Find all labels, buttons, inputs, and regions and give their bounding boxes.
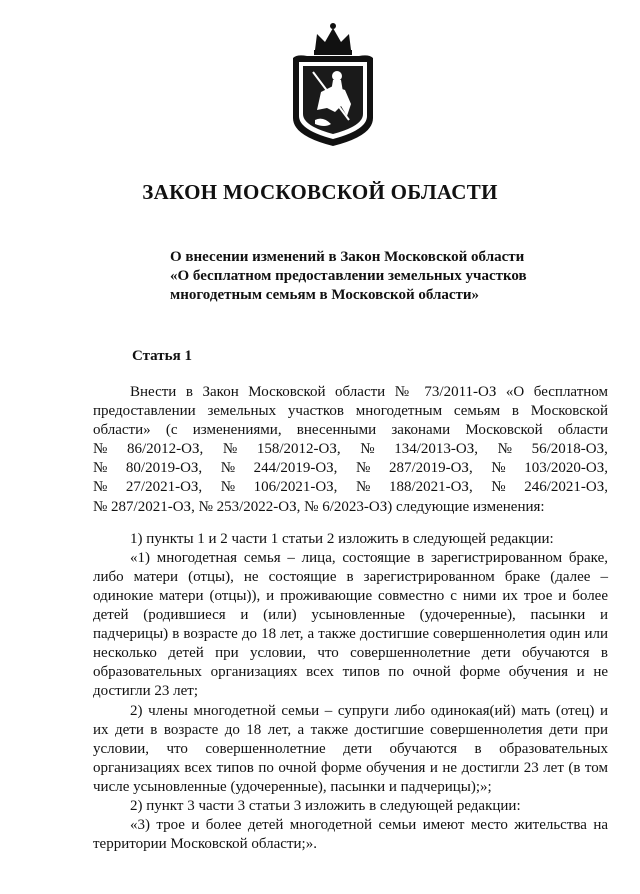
law-ref: №: [93, 460, 108, 477]
law-numbers-row: [93, 440, 608, 459]
law-ref: №: [356, 479, 371, 496]
law-numbers-row: [93, 459, 608, 478]
law-ref: №: [93, 441, 108, 458]
law-ref: №: [491, 479, 506, 496]
document-title: ЗАКОН МОСКОВСКОЙ ОБЛАСТИ: [142, 180, 498, 204]
law-ref: 86/2012-ОЗ,: [126, 441, 204, 458]
item2-heading: 2) пункт 3 части 3 статьи 3 изложить в следующей редакции:: [130, 797, 521, 814]
subtitle-line: «О бесплатном предоставлении земельных участков: [170, 268, 527, 284]
law-numbers-row: [93, 478, 608, 497]
item1-paragraph-1: «1) многодетная семья – лица, состоящие в зарегистрированном браке, либо матери (отцы), не состоящие в зарегистрированном браке (далее – одинокие матери (отцы)), и проживающие совместно с ними их трое и более детей (родившиеся и (или) усыновленные (удочеренные), пасынки и падчерицы) в возрасте до 18 лет, а также достигшие совершеннолетия один или несколько детей при условии, что совершеннолетние дети обучаются в образовательных организациях всех типов по очной форме обучения и не достигли 23 лет;: [93, 549, 608, 700]
document-body: [93, 383, 608, 854]
intro-paragraph: Внести в Закон Московской области № 73/2011-ОЗ «О бесплатном предоставлении земельных участков многодетным семьям в Московской области» (с изменениями, внесенными законами Московской области: [93, 384, 608, 439]
law-ref: №: [497, 441, 512, 458]
item1-paragraph-2: 2) члены многодетной семьи – супруги либо одинокая(ий) мать (отец) и их дети в возрасте до 18 лет, а также достигшие совершеннолетия дети при условии, что совершеннолетние дети обучаются в образовательных организациях всех типов по очной форме обучения и не достигли 23 лет (в том числе усыновленные (удочеренные), пасынки и падчерицы);»;: [93, 702, 608, 795]
law-ref: №: [220, 479, 236, 496]
law-ref: 134/2013-ОЗ,: [394, 441, 479, 458]
item1-heading: 1) пункты 1 и 2 части 1 статьи 2 изложить в следующей редакции:: [130, 530, 554, 547]
law-ref: №: [491, 460, 506, 477]
law-ref: 27/2021-ОЗ,: [125, 479, 203, 496]
law-ref: 244/2019-ОЗ,: [253, 460, 338, 477]
moscow-oblast-coat-of-arms-icon: [287, 20, 379, 150]
subtitle-line: многодетным семьям в Московской области»: [170, 287, 480, 303]
law-ref: 246/2021-ОЗ,: [524, 479, 608, 496]
law-ref: 56/2018-ОЗ,: [531, 441, 608, 458]
law-ref: №: [93, 479, 108, 496]
law-ref: 287/2019-ОЗ,: [388, 460, 473, 477]
document-subtitle: [170, 248, 590, 305]
intro-tail: № 287/2021-ОЗ, № 253/2022-ОЗ, № 6/2023-ОЗ) следующие изменения:: [93, 498, 545, 515]
subtitle-line: О внесении изменений в Закон Московской области: [170, 249, 525, 265]
law-ref: 188/2021-ОЗ,: [388, 479, 473, 496]
item2-paragraph-1: «3) трое и более детей многодетной семьи имеют место жительства на территории Московской области;».: [93, 817, 608, 853]
law-ref: №: [220, 460, 236, 477]
law-ref: 80/2019-ОЗ,: [125, 460, 203, 477]
law-ref: №: [222, 441, 238, 458]
law-ref: №: [360, 441, 375, 458]
law-ref: 106/2021-ОЗ,: [253, 479, 338, 496]
law-ref: 103/2020-ОЗ,: [524, 460, 608, 477]
article-heading: Статья 1: [132, 348, 192, 364]
law-ref: 158/2012-ОЗ,: [256, 441, 341, 458]
law-ref: №: [356, 460, 371, 477]
